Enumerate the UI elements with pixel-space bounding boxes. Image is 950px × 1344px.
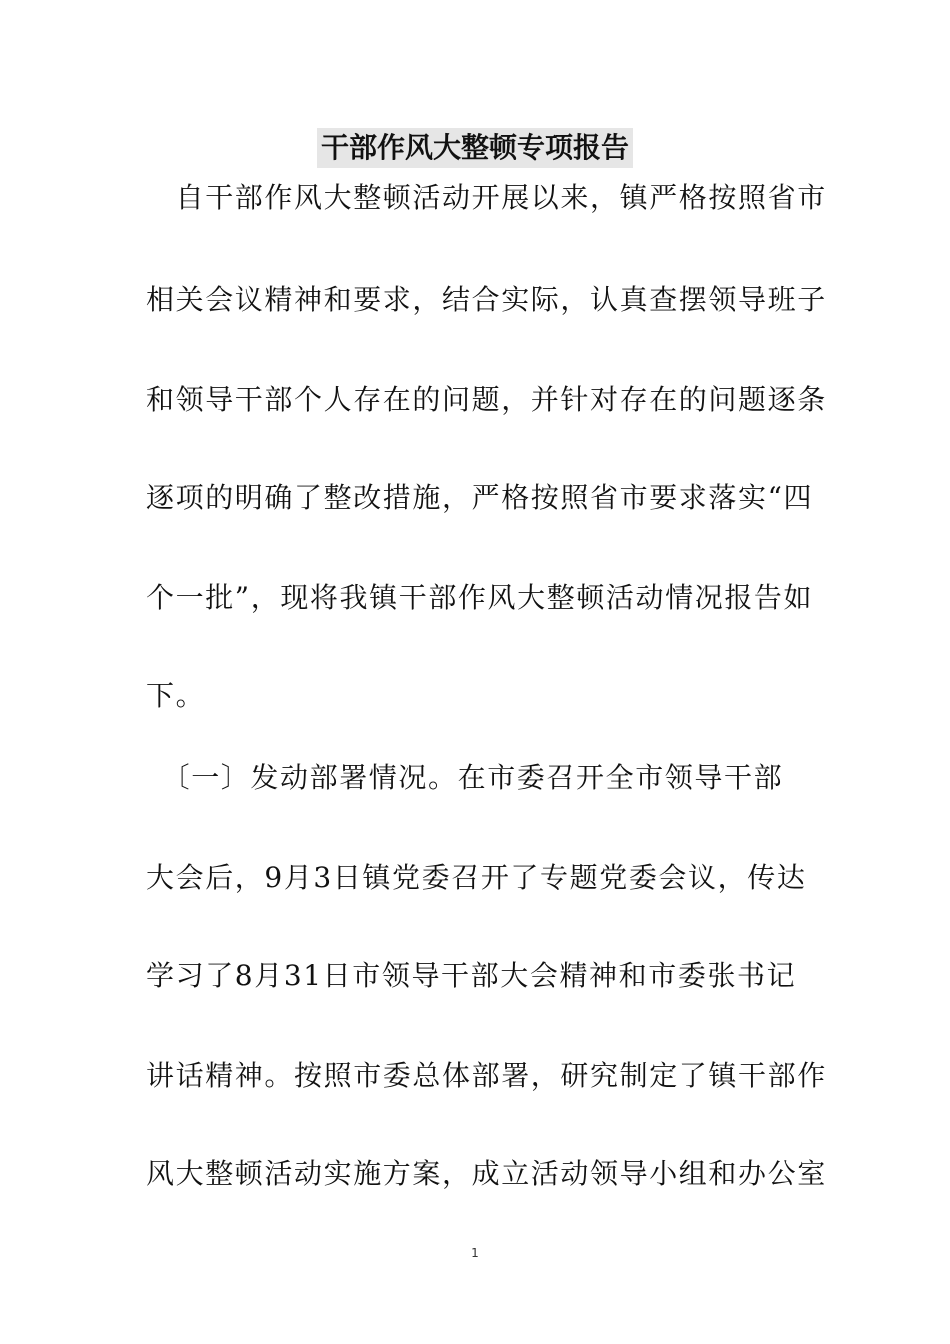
title-wrapper bbox=[0, 128, 950, 168]
page-number: 1 bbox=[471, 1246, 479, 1260]
paragraph-line: 风大整顿活动实施方案，成立活动领导小组和办公室 bbox=[146, 1157, 827, 1190]
paragraph-line: 大会后，9月3日镇党委召开了专题党委会议，传达 bbox=[146, 861, 807, 894]
paragraph-line: 下。 bbox=[146, 679, 206, 712]
paragraph-line: 个一批”，现将我镇干部作风大整顿活动情况报告如 bbox=[146, 581, 814, 614]
paragraph-line: 学习了8月31日市领导干部大会精神和市委张书记 bbox=[146, 959, 797, 992]
paragraph-line: 〔一〕发动部署情况。在市委召开全市领导干部 bbox=[146, 761, 784, 794]
paragraph-line: 讲话精神。按照市委总体部署，研究制定了镇干部作 bbox=[146, 1059, 827, 1092]
paragraph-line: 和领导干部个人存在的问题，并针对存在的问题逐条 bbox=[146, 383, 827, 416]
paragraph-line: 逐项的明确了整改措施，严格按照省市要求落实“四 bbox=[146, 481, 814, 514]
paragraph-line: 自干部作风大整顿活动开展以来，镇严格按照省市 bbox=[146, 181, 827, 214]
document-title: 干部作风大整顿专项报告 bbox=[317, 128, 633, 168]
paragraph-line: 相关会议精神和要求，结合实际，认真查摆领导班子 bbox=[146, 283, 827, 316]
